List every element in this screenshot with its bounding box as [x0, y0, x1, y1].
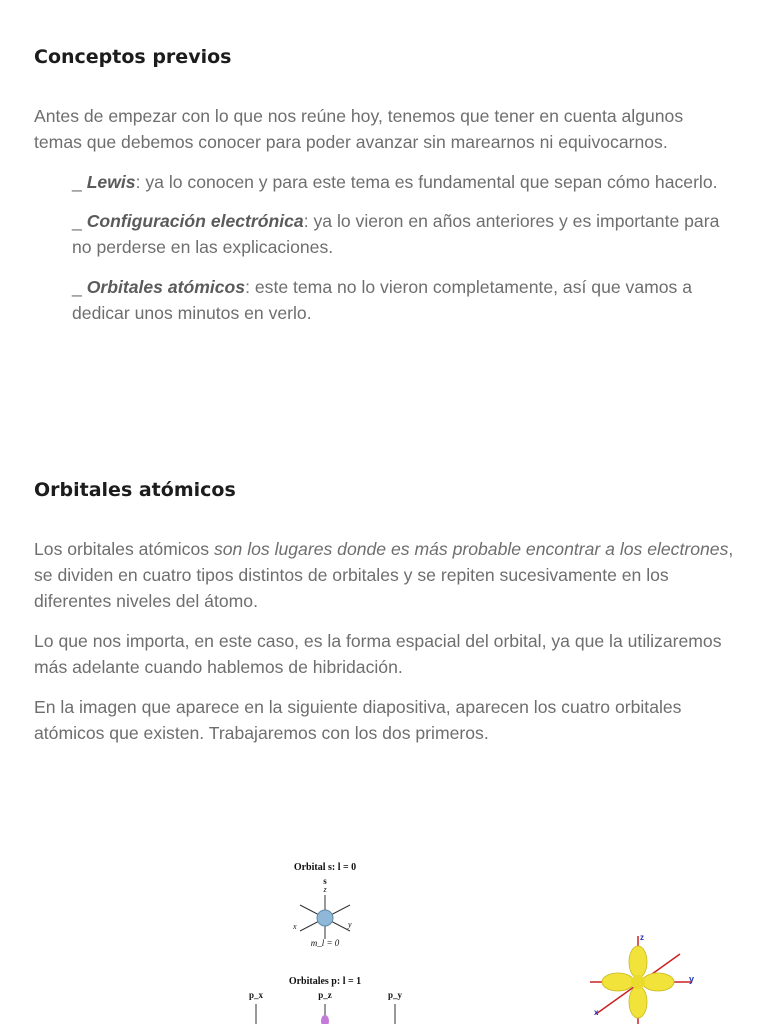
section-title-orbitales: Orbitales atómicos [34, 479, 236, 501]
orbital-py-label: p_y [387, 990, 402, 1000]
item-prefix: _ [72, 211, 87, 231]
pz-orbital-lobe [321, 1015, 329, 1024]
orbitales-paragraph-1 [34, 536, 734, 614]
d-axis-x-label: x [594, 1008, 599, 1017]
d-lobe-right [642, 973, 674, 991]
orbital-p-diagram [240, 1002, 420, 1024]
p1-italic: son los lugares donde es más probable encontrar a los electrones [213, 539, 729, 559]
list-item-orbitales [72, 274, 742, 326]
orbital-px-label: p_x [248, 990, 263, 1000]
orbital-s-diagram [280, 893, 370, 943]
list-item-lewis [72, 169, 742, 195]
s-orbital-sphere [317, 910, 333, 926]
p1-end: , se dividen en cuatro tipos distintos de orbitales y se repiten sucesivamente en los diferentes niveles del átomo. [34, 539, 734, 611]
orbital-d-diagram [588, 932, 698, 1024]
orbitales-paragraph-2: Lo que nos importa, en este caso, es la forma espacial del orbital, ya que la utilizaremos más adelante cuando hablemos de hibridación. [34, 631, 722, 677]
orbital-pz-label: p_z [318, 990, 332, 1000]
d-center [631, 975, 645, 989]
item-text: : ya lo conocen y para este tema es fundamental que sepan cómo hacerlo. [135, 172, 718, 192]
item-keyword: Configuración electrónica [86, 211, 304, 231]
p1-start: Los orbitales atómicos [34, 539, 214, 559]
orbital-s-ml-label: m_l = 0 [310, 938, 340, 948]
orbital-s-label: s [323, 876, 327, 886]
d-axis-z-label: z [640, 933, 644, 942]
item-text: : ya lo vieron en años anteriores y es importante para no perderse en las explicaciones. [72, 211, 720, 257]
orbital-s-y-label: y [348, 920, 352, 929]
orbitales-paragraph-3: En la imagen que aparece en la siguiente diapositiva, aparecen los cuatro orbitales atómicos que existen. Trabajaremos con los dos primeros. [34, 697, 682, 743]
d-lobe-top [629, 946, 647, 978]
list-item-configuracion [72, 208, 742, 260]
intro-paragraph: Antes de empezar con lo que nos reúne hoy, tenemos que tener en cuenta algunos temas que debemos conocer para poder avanzar sin marearnos ni equivocarnos. [34, 106, 684, 152]
d-lobe-left [602, 973, 634, 991]
orbital-p-title: Orbitales p: l = 1 [288, 976, 362, 987]
item-keyword: Orbitales atómicos [86, 277, 246, 297]
d-lobe-bottom [629, 986, 647, 1018]
orbital-s-title: Orbital s: l = 0 [293, 862, 357, 873]
item-text: : este tema no lo vieron completamente, así que vamos a dedicar unos minutos en verlo. [72, 277, 693, 323]
orbital-s-x-label: x [293, 922, 297, 931]
item-keyword: Lewis [86, 172, 136, 192]
section-title-conceptos: Conceptos previos [34, 46, 232, 68]
d-axis-y-label: y [689, 974, 695, 984]
item-prefix: _ [72, 172, 87, 192]
orbital-s-z-label: z [323, 885, 327, 894]
item-prefix: _ [72, 277, 87, 297]
